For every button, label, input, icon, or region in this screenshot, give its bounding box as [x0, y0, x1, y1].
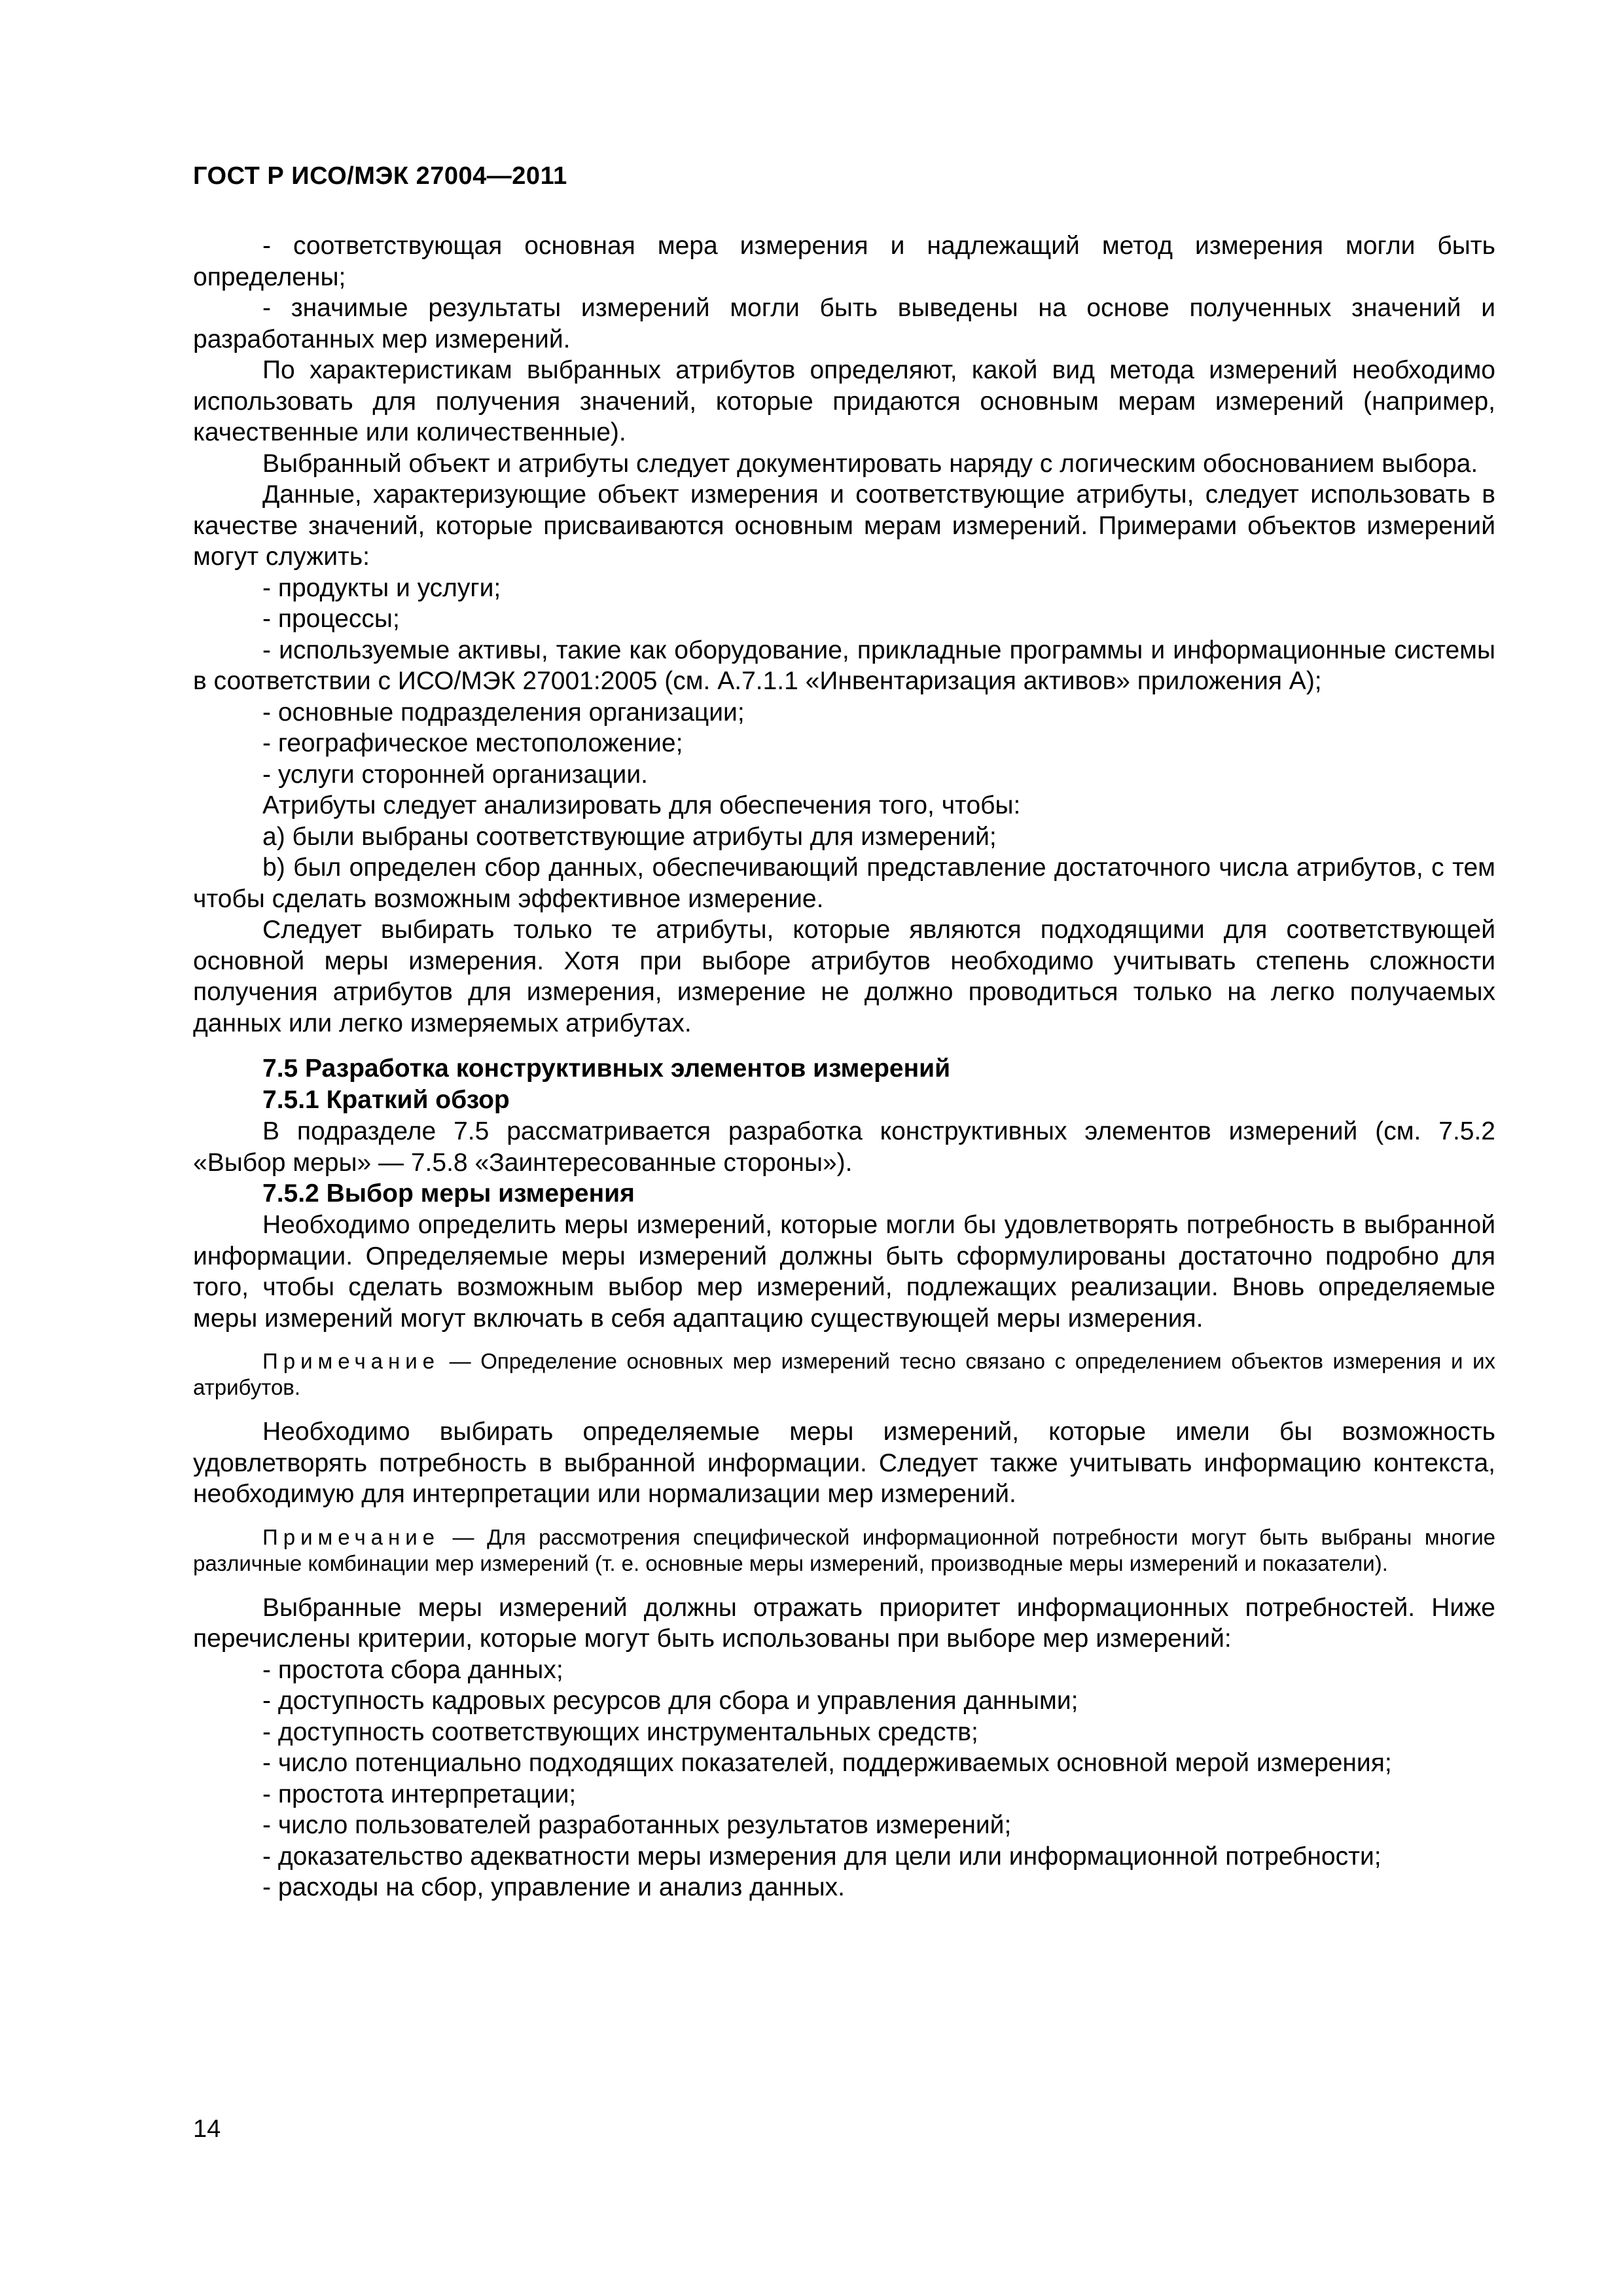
paragraph: Атрибуты следует анализировать для обеспечения того, чтобы: [262, 791, 1021, 819]
section-heading-7-5: 7.5 Разработка конструктивных элементов измерений [262, 1054, 951, 1083]
paragraph: Необходимо выбирать определяемые меры измерений, которые имели бы возможность удовлетворять потребность в выбранной информации. Следует также учитывать информацию контекста, необходимую для интерпретации или нормализации мер измерений. [193, 1418, 1495, 1508]
list-item: - простота сбора данных; [262, 1655, 563, 1684]
subsection-heading-7-5-2: 7.5.2 Выбор меры измерения [262, 1179, 635, 1208]
paragraph: Следует выбирать только те атрибуты, которые являются подходящими для соответствующей основной меры измерения. Хотя при выборе атрибутов необходимо учитывать степень сложности получения атрибутов для измерения, измерение не должно проводиться только на легко получаемых данных или легко измеряемых атрибутах. [193, 916, 1495, 1037]
note-text: — Для рассмотрения специфической информационной потребности могут быть выбраны многие различные комбинации мер измерений (т. е. основные меры измерений, производные меры измерений и показатели). [193, 1524, 1495, 1575]
document-body [193, 230, 1495, 1903]
paragraph: В подразделе 7.5 рассматривается разработка конструктивных элементов измерений (см. 7.5.2 «Выбор меры» — 7.5.8 «Заинтересованные стороны»). [193, 1117, 1495, 1177]
list-item: - число потенциально подходящих показателей, поддерживаемых основной мерой измерения; [262, 1749, 1392, 1777]
list-item: - простота интерпретации; [262, 1780, 577, 1808]
paragraph: Выбранный объект и атрибуты следует документировать наряду с логическим обоснованием выбора. [262, 449, 1478, 478]
list-item: - доступность соответствующих инструментальных средств; [262, 1717, 978, 1746]
list-item: - доказательство адекватности меры измерения для цели или информационной потребности; [262, 1842, 1382, 1871]
list-item: - доступность кадровых ресурсов для сбора и управления данными; [262, 1687, 1079, 1715]
list-item: - основные подразделения организации; [262, 698, 745, 726]
list-item: - продукты и услуги; [262, 573, 501, 602]
note [193, 1524, 1495, 1577]
list-item: - услуги сторонней организации. [262, 760, 648, 789]
list-item: - процессы; [262, 605, 400, 633]
list-item: - географическое местоположение; [262, 729, 683, 757]
list-item: a) были выбраны соответствующие атрибуты для измерений; [262, 822, 997, 851]
note [193, 1348, 1495, 1401]
paragraph: По характеристикам выбранных атрибутов определяют, какой вид метода измерений необходимо использовать для получения значений, которые придаются основным мерам измерений (например, качественные или количественные). [193, 356, 1495, 446]
page-number: 14 [193, 2115, 221, 2143]
list-item: - используемые активы, такие как оборудование, прикладные программы и информационные системы в соответствии с ИСО/МЭК 27001:2005 (см. А.7.1.1 «Инвентаризация активов» приложения А); [193, 636, 1495, 695]
paragraph: Данные, характеризующие объект измерения и соответствующие атрибуты, следует использовать в качестве значений, которые присваиваются основным мерам измерений. Примерами объектов измерений могут служить: [193, 480, 1495, 571]
list-item: - расходы на сбор, управление и анализ данных. [262, 1873, 845, 1901]
subsection-heading-7-5-1: 7.5.1 Краткий обзор [262, 1086, 510, 1114]
note-label: Примечание [262, 1524, 440, 1549]
paragraph: - значимые результаты измерений могли быть выведены на основе полученных значений и разработанных мер измерений. [193, 294, 1495, 353]
list-item: b) был определен сбор данных, обеспечивающий представление достаточного числа атрибутов, с тем чтобы сделать возможным эффективное измерение. [193, 853, 1495, 913]
note-label: Примечание [262, 1349, 440, 1373]
note-text: — Определение основных мер измерений тесно связано с определением объектов измерения и их атрибутов. [193, 1349, 1495, 1399]
list-item: - число пользователей разработанных результатов измерений; [262, 1811, 1012, 1839]
paragraph: - соответствующая основная мера измерения и надлежащий метод измерения могли быть определены; [193, 232, 1495, 291]
paragraph: Необходимо определить меры измерений, которые могли бы удовлетворять потребность в выбранной информации. Определяемые меры измерений должны быть сформулированы достаточно подробно для того, чтобы сделать возможным выбор мер измерений, подлежащих реализации. Вновь определяемые меры измерений могут включать в себя адаптацию существующей меры измерения. [193, 1211, 1495, 1333]
paragraph: Выбранные меры измерений должны отражать приоритет информационных потребностей. Ниже перечислены критерии, которые могут быть использованы при выборе мер измерений: [193, 1593, 1495, 1653]
document-header: ГОСТ Р ИСО/МЭК 27004—2011 [193, 162, 567, 190]
